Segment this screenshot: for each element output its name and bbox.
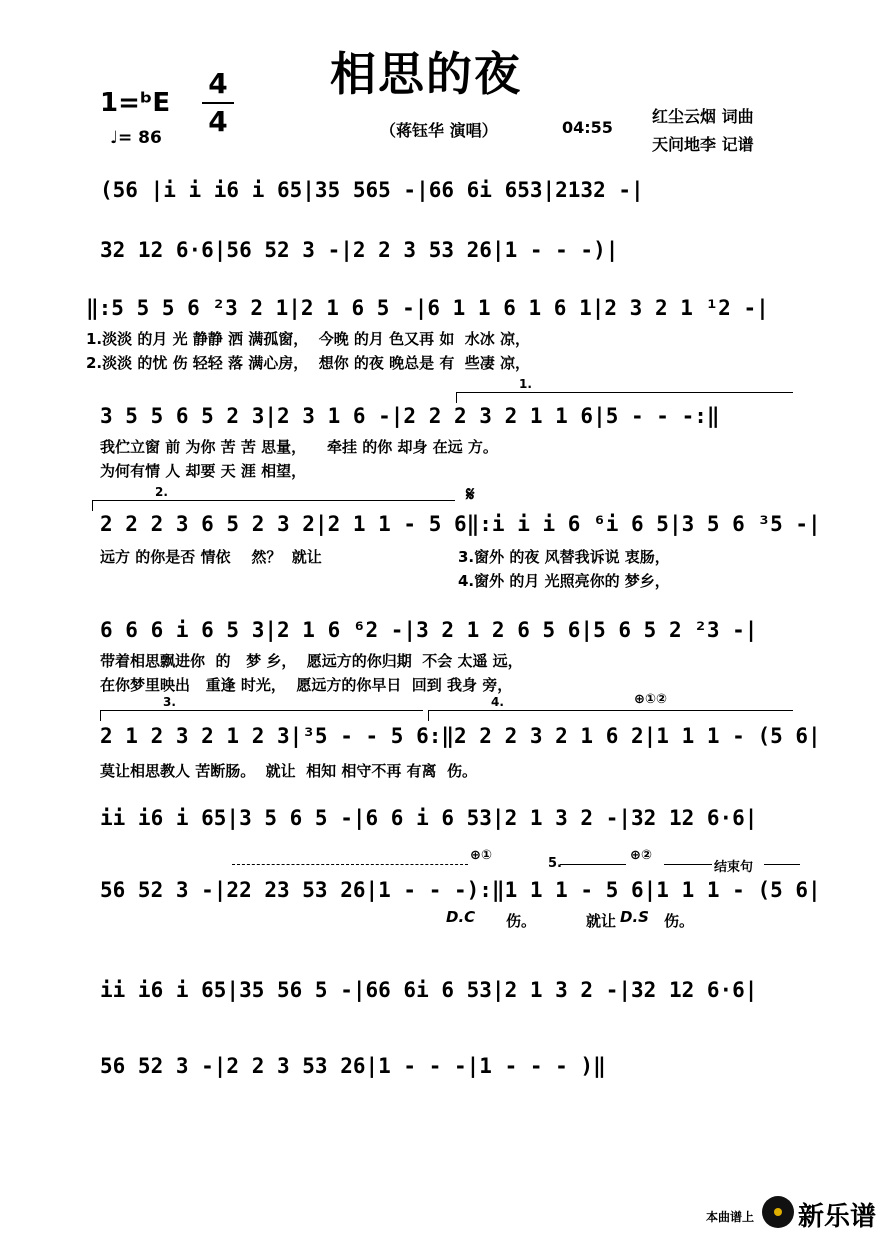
ending-phrase-label: 结束句: [714, 860, 754, 875]
song-duration: 04:55: [562, 118, 613, 137]
score-line-7: 2 1 2 3 2 1 2 3|³5 - - 5 6:‖2 2 2 3 2 1 6 2|1 1 1 - (5 6|: [100, 724, 821, 748]
score-line-3: ‖:5 5 5 6 ²3 2 1|2 1 6 5 -|6 1 1 6 1 6 1|2 3 2 1 ¹2 -|: [86, 296, 769, 320]
score-line-2: 32 12 6·6|56 52 3 -|2 2 3 53 26|1 - - -)|: [100, 238, 619, 262]
volta-4-label: 4.: [491, 695, 504, 709]
volta-2-label: 2.: [155, 485, 168, 499]
time-denominator: 4: [208, 105, 228, 138]
lyric-line-5a: 远方 的你是否 情依 然？ 就让: [100, 548, 322, 566]
volta-bracket-3: [100, 695, 423, 721]
dashed-repeat-line: [232, 864, 468, 865]
coda-sign-2: ⊕②: [630, 848, 652, 863]
score-line-8: ii i6 i 65|3 5 6 5 -|6 6 i 6 53|2 1 3 2 -|32 12 6·6|: [100, 806, 758, 830]
transcriber-credit: 天问地李 记谱: [652, 135, 754, 154]
volta-1-label: 1.: [519, 377, 532, 391]
site-logo: 新乐谱: [798, 1202, 877, 1232]
record-disc-icon: [762, 1196, 794, 1228]
lyric-line-4b: 为何有情 人 却要 天 涯 相望，: [100, 462, 307, 480]
score-line-1: (56 |i i i6 i 65|35 565 -|66 6i 653|2132 -|: [100, 178, 644, 202]
coda-sign-1: ⊕①: [470, 848, 492, 863]
volta-bracket-1: [456, 377, 793, 403]
lyric-line-9c: 伤。: [664, 912, 695, 930]
score-line-5: 2 2 2 3 6 5 2 3 2|2 1 1 - 5 6‖:i i i 6 ⁶i 6 5|3 5 6 ³5 -|: [100, 512, 821, 536]
score-line-10: ii i6 i 65|35 56 5 -|66 6i 6 53|2 1 3 2 -|32 12 6·6|: [100, 978, 758, 1002]
singer-credit: （蒋钰华 演唱）: [380, 121, 498, 140]
score-line-6: 6 6 6 i 6 5 3|2 1 6 ⁶2 -|3 2 1 2 6 5 6|5 6 5 2 ²3 -|: [100, 618, 758, 642]
lyric-line-5b: 3.窗外 的夜 风替我诉说 衷肠，: [458, 548, 670, 566]
key-signature: 1=ᵇE: [100, 88, 171, 118]
lyric-line-6a: 带着相思飘进你 的 梦 乡， 愿远方的你归期 不会 太遥 远，: [100, 652, 523, 670]
lyric-line-6b: 在你梦里映出 重逢 时光， 愿远方的你早日 回到 我身 旁，: [100, 676, 513, 694]
score-line-9: 56 52 3 -|22 23 53 26|1 - - -):‖1 1 1 - 5 6|1 1 1 - (5 6|: [100, 878, 821, 902]
segno-sign: 𝄋: [466, 482, 475, 506]
tempo-mark: ♩= 86: [110, 128, 162, 148]
lyric-line-9b: 就让: [586, 912, 617, 930]
da-capo-mark: D.C: [446, 908, 476, 926]
composer-credit: 红尘云烟 词曲: [652, 107, 754, 126]
dal-segno-mark: D.S: [620, 908, 649, 926]
song-title: 相思的夜: [330, 47, 522, 101]
score-line-4: 3 5 5 6 5 2 3|2 3 1 6 -|2 2 2 3 2 1 1 6|5 - - -:‖: [100, 404, 720, 428]
lyric-line-3b: 2.淡淡 的忧 伤 轻轻 落 满心房， 想你 的夜 晚总是 有 些凄 凉，: [86, 354, 531, 372]
lyric-line-7: 莫让相思教人 苦断肠。 就让 相知 相守不再 有离 伤。: [100, 762, 478, 780]
footer-note: 本曲谱上: [706, 1210, 755, 1224]
lyric-line-9a: 伤。: [506, 912, 537, 930]
ending-line-left: [664, 864, 712, 865]
volta-bracket-2: [92, 485, 455, 511]
coda-sign-1-2: ⊕①②: [634, 692, 667, 707]
volta-3-label: 3.: [163, 695, 176, 709]
lyric-line-4a: 我伫立窗 前 为你 苦 苦 思量， 牵挂 的你 却身 在远 方。: [100, 438, 498, 456]
lyric-line-5c: 4.窗外 的月 光照亮你的 梦乡，: [458, 572, 670, 590]
volta-bracket-5: [560, 864, 626, 865]
volta-5-label: 5.: [548, 856, 562, 871]
score-line-11: 56 52 3 -|2 2 3 53 26|1 - - -|1 - - - )‖: [100, 1054, 606, 1078]
lyric-line-3a: 1.淡淡 的月 光 静静 洒 满孤窗， 今晚 的月 色又再 如 水冰 凉，: [86, 330, 531, 348]
time-numerator: 4: [208, 67, 228, 100]
time-signature: [198, 66, 238, 140]
ending-line-right: [764, 864, 800, 865]
